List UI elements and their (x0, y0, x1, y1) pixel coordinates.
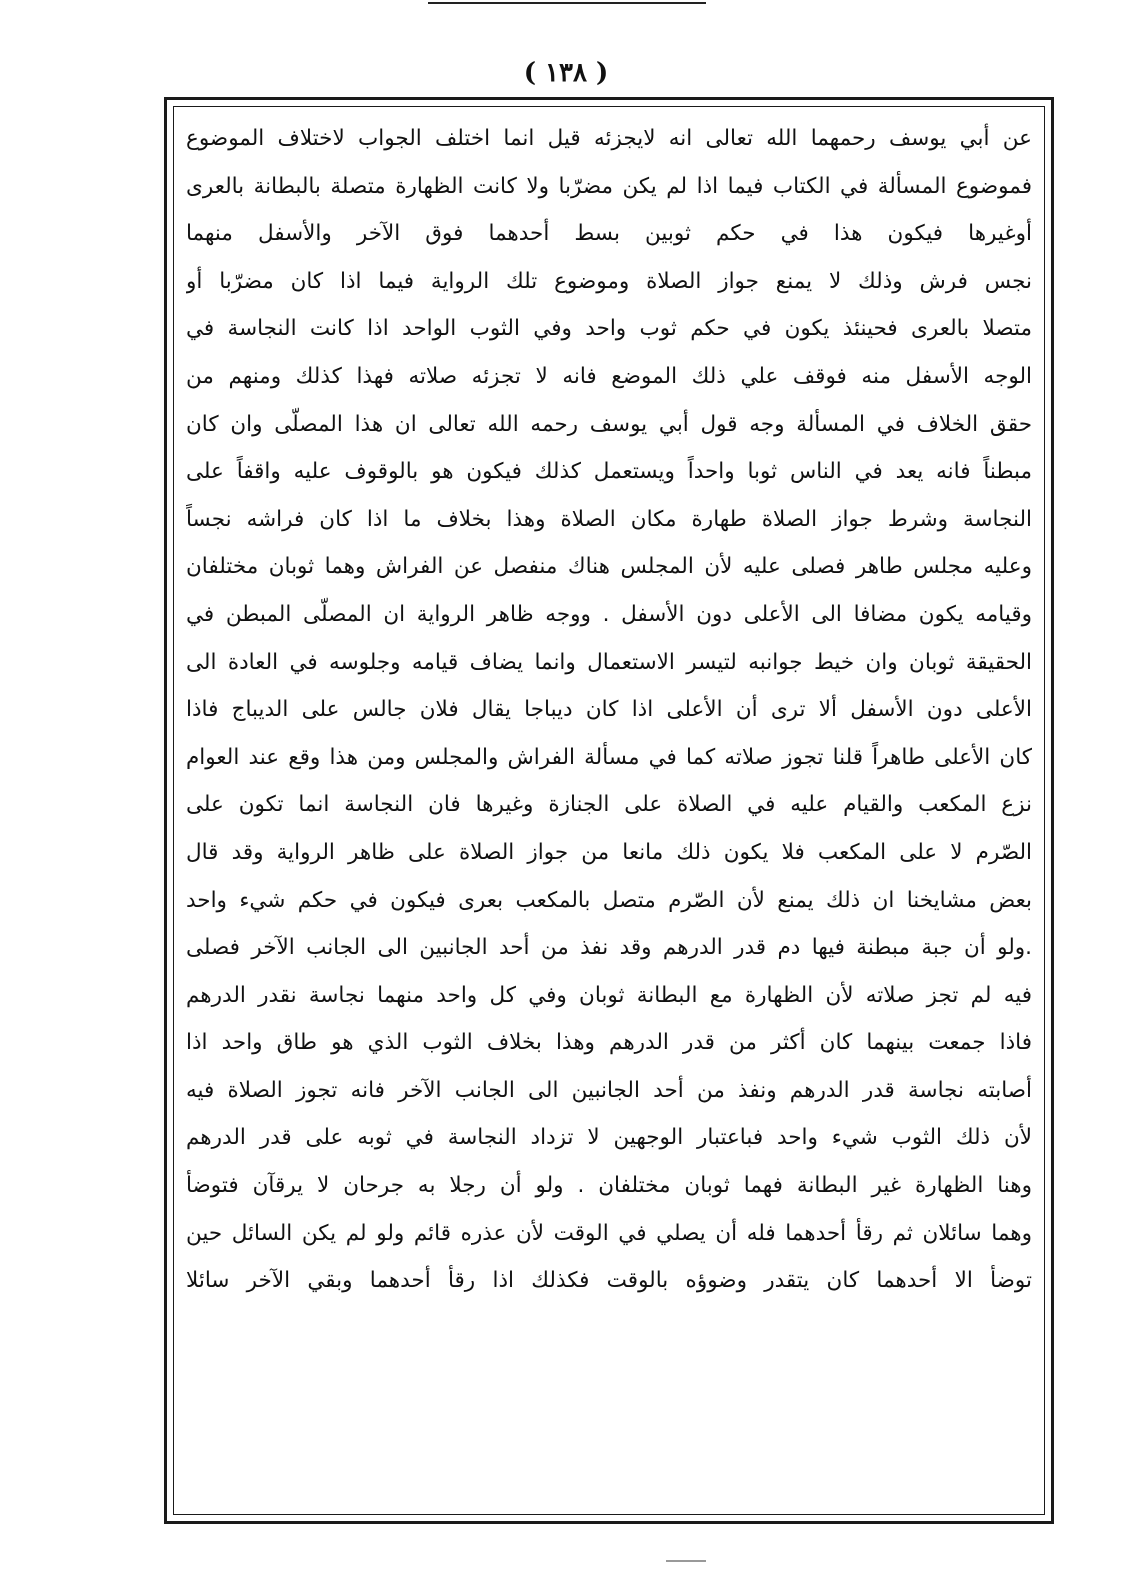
text-line: الحقيقة ثوبان وان خيط جوانبه لتيسر الاستعمال وانما يضاف قيامه وجلوسه في العادة الى (186, 649, 1032, 675)
page-frame (164, 97, 1054, 1524)
text-line: الأعلى دون الأسفل ألا ترى أن الأعلى اذا كان ديباجا يقال فلان جالس على الديباج فاذا (186, 697, 1032, 723)
text-line: توضأ الا أحدهما كان يتقدر وضوؤه بالوقت فكذلك اذا رقأ أحدهما وبقي الآخر سائلا (186, 1268, 1032, 1294)
body-text (186, 115, 1032, 1506)
text-line: كان الأعلى طاهراً قلنا تجوز صلاته كما في مسألة الفراش والمجلس ومن هذا وقع عند العوام (186, 744, 1032, 770)
text-line: أوغيرها فيكون هذا في حكم ثوبين بسط أحدهما فوق الآخر والأسفل منهما (186, 221, 1032, 247)
text-line: عن أبي يوسف رحمهما الله تعالى انه لايجزئه قيل انما اختلف الجواب لاختلاف الموضوع (186, 126, 1032, 151)
top-rule (428, 2, 706, 4)
text-line: وقيامه يكون مضافا الى الأعلى دون الأسفل . ووجه ظاهر الرواية ان المصلّى المبطن في (186, 601, 1032, 627)
bottom-mark (666, 1560, 706, 1562)
text-line: حقق الخلاف في المسألة وجه قول أبي يوسف رحمه الله تعالى ان هذا المصلّى وان كان (186, 411, 1032, 437)
text-line: وهما سائلان ثم رقأ أحدهما فله أن يصلي في الوقت لأن عذره قائم ولو لم يكن السائل حين (186, 1220, 1032, 1246)
text-line: .ولو أن جبة مبطنة فيها دم قدر الدرهم وقد نفذ من أحد الجانبين الى الجانب الآخر فصلى (186, 935, 1032, 961)
text-line: فموضوع المسألة في الكتاب فيما اذا لم يكن مضرّبا ولا كانت الظهارة متصلة بالبطانة بالعرى (186, 173, 1032, 199)
text-line: مبطناً فانه يعد في الناس ثوبا واحداً ويستعمل كذلك فيكون هو بالوقوف عليه واقفاً على (186, 459, 1032, 485)
text-line: بعض مشايخنا ان ذلك يمنع لأن الصّرم متصل بالمكعب بعرى فيكون في حكم شيء واحد (186, 887, 1032, 913)
text-line: وعليه مجلس طاهر فصلى عليه لأن المجلس هناك منفصل عن الفراش وهما ثوبان مختلفان (186, 554, 1032, 580)
text-line: الوجه الأسفل منه فوقف علي ذلك الموضع فانه لا تجزئه صلاته فهذا كذلك ومنهم من (186, 363, 1032, 389)
text-line: الصّرم لا على المكعب فلا يكون ذلك مانعا من جواز الصلاة على ظاهر الرواية وقد قال (186, 839, 1032, 865)
text-line: نجس فرش وذلك لا يمنع جواز الصلاة وموضوع تلك الرواية فيما اذا كان مضرّبا أو (186, 268, 1032, 294)
text-line: لأن ذلك الثوب شيء واحد فباعتبار الوجهين لا تزداد النجاسة في ثوبه على قدر الدرهم (186, 1125, 1032, 1151)
text-line: فيه لم تجز صلاته لأن الظهارة مع البطانة ثوبان وفي كل واحد منهما نجاسة نقدر الدرهم (186, 982, 1032, 1008)
text-line: النجاسة وشرط جواز الصلاة طهارة مكان الصلاة وهذا بخلاف ما اذا كان فراشه نجساً (186, 506, 1032, 532)
page-number: ( ١٣٨ ) (523, 58, 609, 88)
text-line: وهنا الظهارة غير البطانة فهما ثوبان مختلفان . ولو أن رجلا به جرحان لا يرقآن فتوضأ (186, 1173, 1032, 1199)
text-line: نزع المكعب والقيام عليه في الصلاة على الجنازة وغيرها فان النجاسة انما تكون على (186, 792, 1032, 818)
text-line: فاذا جمعت بينهما كان أكثر من قدر الدرهم وهذا بخلاف الثوب الذي هو طاق واحد اذا (186, 1030, 1032, 1056)
text-line: أصابته نجاسة قدر الدرهم ونفذ من أحد الجانبين الى الجانب الآخر فانه تجوز الصلاة فيه (186, 1077, 1032, 1103)
text-line: متصلا بالعرى فحينئذ يكون في حكم ثوب واحد وفي الثوب الواحد اذا كانت النجاسة في (186, 316, 1032, 342)
page-frame-inner (173, 106, 1045, 1515)
